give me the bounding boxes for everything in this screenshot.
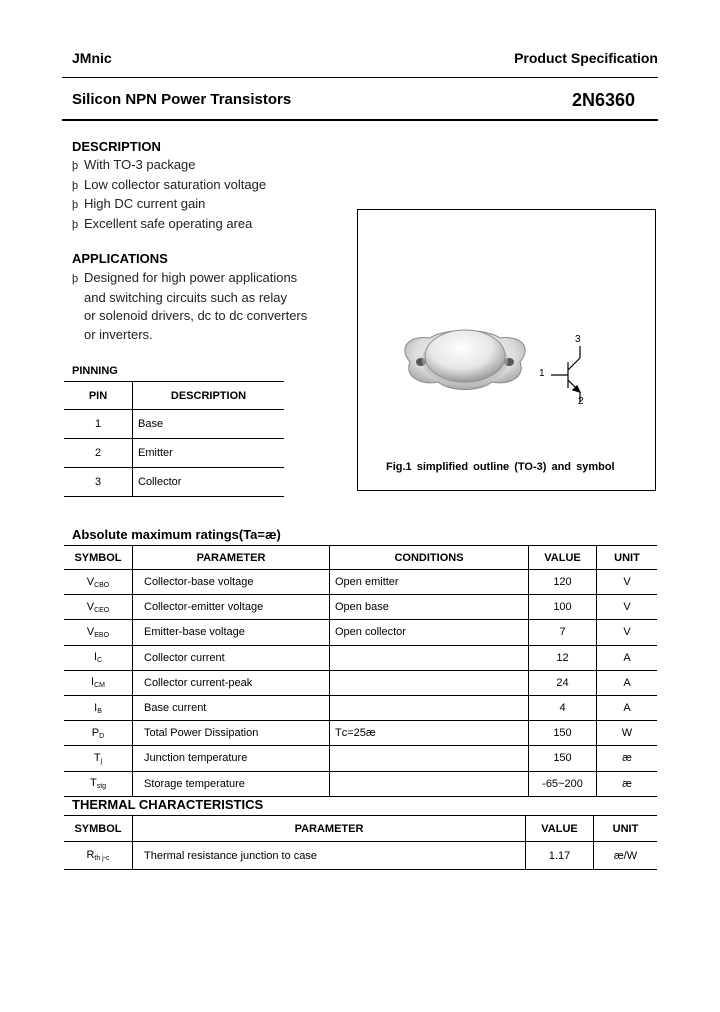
value-cell: 7: [529, 620, 597, 645]
symbol: P: [91, 726, 100, 739]
pin-desc-header: DESCRIPTION: [133, 382, 285, 410]
thermal-title: THERMAL CHARACTERISTICS: [72, 797, 264, 812]
unit-cell: W: [597, 721, 658, 746]
table-row: [64, 771, 657, 796]
collector-pin-label: 3: [575, 334, 581, 345]
value-cell: 24: [529, 670, 597, 695]
unit-cell: æ: [597, 771, 658, 796]
bullet-icon: þ: [72, 160, 79, 172]
figure-drawing: [358, 210, 655, 490]
description-title: DESCRIPTION: [72, 139, 161, 154]
table-row: [64, 746, 657, 771]
parameter-cell: Junction temperature: [133, 746, 330, 771]
table-row: [64, 721, 657, 746]
list-item: þ High DC current gain: [72, 195, 266, 215]
condition-cell: Open collector: [330, 620, 529, 645]
doc-type: Product Specification: [514, 50, 658, 66]
unit-cell: æ/W: [594, 842, 658, 870]
parameter-cell: Collector current-peak: [133, 670, 330, 695]
condition-cell: Tᴄ=25æ: [330, 721, 529, 746]
value-cell: 150: [529, 721, 597, 746]
abs-max-table: [64, 545, 657, 797]
unit-cell: A: [597, 695, 658, 720]
bullet-icon: þ: [72, 273, 79, 285]
symbol-subscript: C: [97, 657, 103, 665]
symbol-subscript: CM: [94, 682, 105, 690]
unit-cell: A: [597, 645, 658, 670]
condition-cell: [330, 746, 529, 771]
symbol: T: [89, 777, 97, 790]
parameter-cell: Base current: [133, 695, 330, 720]
value-cell: 150: [529, 746, 597, 771]
value-cell: 12: [529, 645, 597, 670]
symbol-header: SYMBOL: [64, 816, 133, 842]
parameter-cell: Storage temperature: [133, 771, 330, 796]
description-list: [72, 156, 266, 235]
transistor-symbol: [551, 346, 580, 402]
table-row: 3 Collector: [64, 468, 284, 497]
pinning-title: PINNING: [72, 365, 118, 377]
pin-header: PIN: [64, 382, 133, 410]
unit-cell: V: [597, 595, 658, 620]
value-header: VALUE: [529, 546, 597, 570]
symbol-subscript: stg: [96, 783, 107, 791]
header-rule: [62, 77, 658, 78]
parameter-cell: Collector-emitter voltage: [133, 595, 330, 620]
unit-cell: æ: [597, 746, 658, 771]
parameter-header: PARAMETER: [133, 546, 330, 570]
to3-package-image: [405, 330, 525, 390]
applications-line: or inverters.: [84, 327, 153, 343]
list-item: þ Excellent safe operating area: [72, 215, 266, 235]
table-row: 2 Emitter: [64, 439, 284, 468]
value-cell: 1.17: [526, 842, 594, 870]
conditions-header: CONDITIONS: [330, 546, 529, 570]
condition-cell: [330, 771, 529, 796]
symbol: V: [86, 575, 95, 588]
emitter-pin-label: 2: [578, 396, 584, 407]
table-row: [64, 842, 657, 870]
symbol-subscript: j: [100, 757, 103, 765]
unit-header: UNIT: [597, 546, 658, 570]
value-cell: 100: [529, 595, 597, 620]
parameter-cell: Thermal resistance junction to case: [133, 842, 526, 870]
symbol: I: [93, 651, 97, 664]
title-rule: [62, 119, 658, 121]
unit-cell: V: [597, 620, 658, 645]
parameter-header: PARAMETER: [133, 816, 526, 842]
unit-cell: A: [597, 670, 658, 695]
condition-cell: [330, 670, 529, 695]
abs-max-title: Absolute maximum ratings(Ta=æ): [72, 527, 281, 542]
table-row: [64, 645, 657, 670]
figure-caption: Fig.1 simplified outline (TO-3) and symbol: [386, 461, 615, 473]
company-name: JMnic: [72, 50, 112, 66]
abs-max-rows: [64, 570, 657, 797]
symbol: I: [94, 701, 98, 714]
symbol: I: [91, 676, 95, 689]
list-item: þ Low collector saturation voltage: [72, 176, 266, 196]
condition-cell: [330, 695, 529, 720]
pinning-table: [64, 381, 284, 497]
condition-cell: [330, 645, 529, 670]
parameter-cell: Collector-base voltage: [133, 570, 330, 595]
product-family: Silicon NPN Power Transistors: [72, 91, 292, 108]
parameter-cell: Collector current: [133, 645, 330, 670]
unit-cell: V: [597, 570, 658, 595]
applications-text: [72, 269, 307, 345]
symbol-header: SYMBOL: [64, 546, 133, 570]
value-cell: 120: [529, 570, 597, 595]
symbol: V: [86, 625, 95, 638]
symbol-subscript: D: [99, 732, 105, 740]
value-header: VALUE: [526, 816, 594, 842]
value-cell: -65~200: [529, 771, 597, 796]
condition-cell: Open emitter: [330, 570, 529, 595]
unit-header: UNIT: [594, 816, 658, 842]
symbol-subscript: B: [97, 707, 102, 715]
base-pin-label: 1: [539, 368, 545, 379]
value-cell: 4: [529, 695, 597, 720]
symbol: R: [86, 849, 95, 861]
thermal-table: [64, 815, 657, 870]
parameter-cell: Emitter-base voltage: [133, 620, 330, 645]
applications-title: APPLICATIONS: [72, 251, 168, 266]
condition-cell: Open base: [330, 595, 529, 620]
symbol: T: [93, 751, 101, 764]
applications-line: and switching circuits such as relay: [84, 289, 288, 305]
parameter-cell: Total Power Dissipation: [133, 721, 330, 746]
bullet-icon: þ: [72, 179, 79, 192]
list-item: þ Designed for high power applications: [72, 269, 307, 289]
symbol-subscript: CBO: [94, 581, 110, 589]
applications-line: or solenoid drivers, dc to dc converters: [84, 308, 308, 324]
table-row: [64, 670, 657, 695]
symbol-subscript: CEO: [94, 606, 110, 614]
bullet-icon: þ: [72, 219, 79, 232]
table-row: [64, 595, 657, 620]
bullet-icon: þ: [72, 199, 79, 212]
table-row: 1 Base: [64, 410, 284, 439]
table-row: [64, 695, 657, 720]
table-row: [64, 570, 657, 595]
figure-box: [357, 209, 656, 491]
symbol-subscript: th j-c: [94, 855, 110, 862]
symbol: V: [86, 600, 95, 613]
thermal-rows: [64, 842, 657, 870]
symbol-subscript: EBO: [94, 631, 110, 639]
table-row: [64, 620, 657, 645]
part-number: 2N6360: [572, 90, 636, 110]
list-item: þ With TO-3 package: [72, 156, 266, 176]
